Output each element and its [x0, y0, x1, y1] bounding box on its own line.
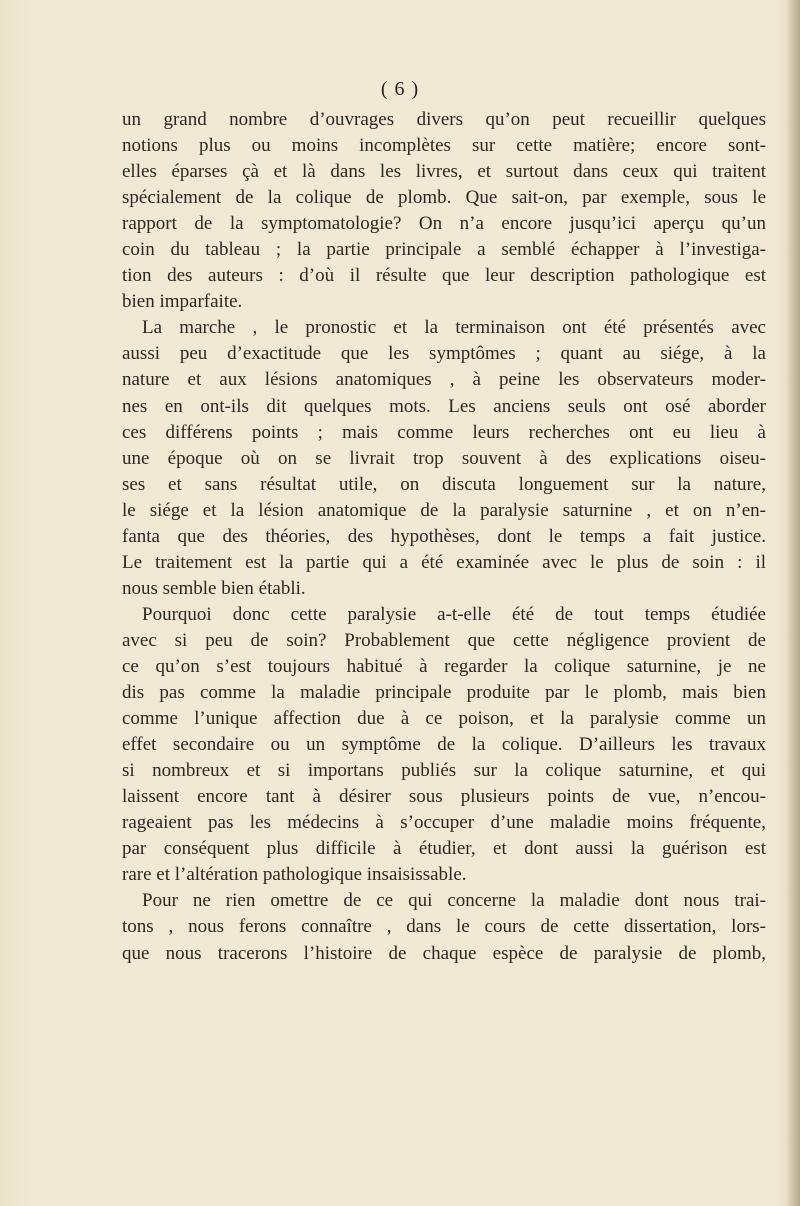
text-line: notions plus ou moins incomplètes sur cette matière; encore sont- — [122, 135, 766, 157]
text-line: Pour ne rien omettre de ce qui concerne la maladie dont nous trai- — [142, 890, 766, 912]
text-line: tons , nous ferons connaître , dans le cours de cette dissertation, lors- — [122, 916, 766, 938]
text-line: rare et l’altération pathologique insaisissable. — [122, 864, 467, 886]
text-line: spécialement de la colique de plomb. Que sait-on, par exemple, sous le — [122, 187, 766, 209]
text-line: rageaient pas les médecins à s’occuper d’une maladie moins fréquente, — [122, 812, 766, 834]
body-text — [122, 107, 766, 967]
text-line: Le traitement est la partie qui a été examinée avec le plus de soin : il — [122, 551, 766, 573]
text-line: coin du tableau ; la partie principale a semblé échapper à l’investiga- — [122, 239, 766, 261]
text-line: elles éparses çà et là dans les livres, et surtout dans ceux qui traitent — [122, 161, 766, 183]
text-line: aussi peu d’exactitude que les symptômes ; quant au siége, à la — [122, 343, 766, 365]
text-line: une époque où on se livrait trop souvent à des explications oiseu- — [122, 447, 766, 469]
text-line: ses et sans résultat utile, on discuta longuement sur la nature, — [122, 473, 766, 495]
page-edge-shadow — [786, 0, 800, 1206]
text-line: laissent encore tant à désirer sous plusieurs points de vue, n’encou- — [122, 786, 766, 808]
text-line: fanta que des théories, des hypothèses, dont le temps a fait justice. — [122, 525, 766, 547]
text-line: dis pas comme la maladie principale produite par le plomb, mais bien — [122, 682, 766, 704]
text-line: par conséquent plus difficile à étudier, et dont aussi la guérison est — [122, 838, 766, 860]
text-line: ces différens points ; mais comme leurs recherches ont eu lieu à — [122, 421, 766, 443]
page-number: ( 6 ) — [380, 78, 420, 100]
text-line: nous semble bien établi. — [122, 577, 306, 599]
text-line: nes en ont-ils dit quelques mots. Les anciens seuls ont osé aborder — [122, 395, 766, 417]
text-line: le siége et la lésion anatomique de la paralysie saturnine , et on n’en- — [122, 499, 766, 521]
text-line: que nous tracerons l’histoire de chaque espèce de paralysie de plomb, — [122, 942, 766, 964]
text-line: si nombreux et si importans publiés sur la colique saturnine, et qui — [122, 760, 766, 782]
text-line: Pourquoi donc cette paralysie a-t-elle été de tout temps étudiée — [142, 603, 766, 625]
text-line: rapport de la symptomatologie? On n’a encore jusqu’ici aperçu qu’un — [122, 213, 766, 235]
text-line: un grand nombre d’ouvrages divers qu’on peut recueillir quelques — [122, 109, 766, 130]
text-line: nature et aux lésions anatomiques , à peine les observateurs moder- — [122, 369, 766, 391]
text-line: tion des auteurs : d’où il résulte que leur description pathologique est — [122, 265, 766, 287]
text-line: avec si peu de soin? Probablement que cette négligence provient de — [122, 629, 766, 651]
text-line: ce qu’on s’est toujours habitué à regarder la colique saturnine, je ne — [122, 655, 766, 677]
text-line: bien imparfaite. — [122, 291, 243, 313]
text-line: effet secondaire ou un symptôme de la colique. D’ailleurs les travaux — [122, 734, 766, 756]
text-line: La marche , le pronostic et la terminaison ont été présentés avec — [142, 317, 766, 339]
text-line: comme l’unique affection due à ce poison, et la paralysie comme un — [122, 708, 766, 730]
